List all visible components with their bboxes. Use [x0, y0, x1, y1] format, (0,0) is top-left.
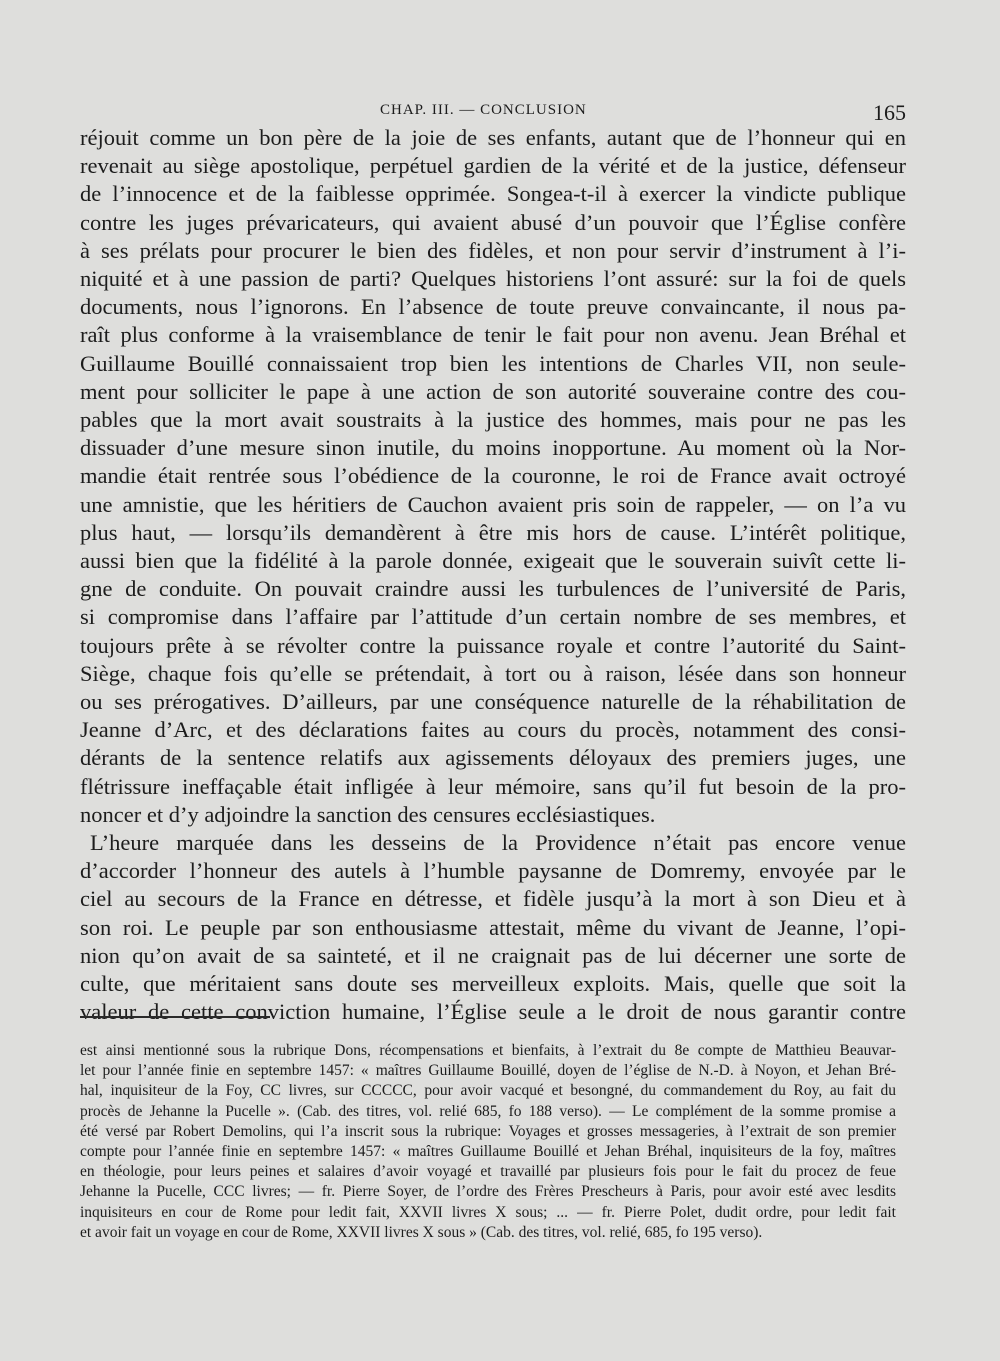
- body-line: toujours prête à se révolter contre la puissance royale et contre l’autorité du Saint-: [80, 632, 906, 658]
- body-line: de l’innocence et de la faiblesse opprimée. Songea-t-il à exercer la vindicte publique: [80, 181, 906, 207]
- body-line: raît plus conforme à la vraisemblance de tenir le fait pour non avenu. Jean Bréhal et: [80, 322, 906, 348]
- body-line: réjouit comme un bon père de la joie de ses enfants, autant que de l’honneur qui en: [80, 125, 906, 150]
- footnote-separator: [80, 1016, 270, 1018]
- body-line: pables que la mort avait soustraits à la justice des hommes, mais pour ne pas les: [80, 407, 906, 433]
- body-line: aussi bien que la fidélité à la parole donnée, exigeait que le souverain suivît cette li-: [80, 548, 906, 574]
- body-line: Siège, chaque fois qu’elle se prétendait, à tort ou à raison, lésée dans son honneur: [80, 660, 906, 686]
- body-line: documents, nous l’ignorons. En l’absence de toute preuve convaincante, il nous pa-: [80, 294, 906, 320]
- footnote-line: procès de Jehanne la Pucelle ». (Cab. des titres, vol. relié 685, fo 188 verso). — Le complément de la somme promise a: [80, 1102, 896, 1120]
- body-line: noncer et d’y adjoindre la sanction des censures ecclésiastiques.: [80, 801, 656, 827]
- body-line: contre les juges prévaricateurs, qui avaient abusé d’un pouvoir que l’Église confère: [80, 209, 906, 235]
- body-line: gne de conduite. On pouvait craindre aussi les turbulences de l’université de Paris,: [80, 576, 906, 602]
- footnote: [80, 1041, 896, 1243]
- body-line: ciel au secours de la France en détresse, et fidèle jusqu’à la mort à son Dieu et à: [80, 886, 906, 912]
- body-line: Guillaume Bouillé connaissaient trop bien les intentions de Charles VII, non seule-: [80, 350, 906, 376]
- body-line: dissuader d’une mesure sinon inutile, du moins inopportune. Au moment où la Nor-: [80, 435, 906, 461]
- body-line: plus haut, — lorsqu’ils demandèrent à être mis hors de cause. L’intérêt politique,: [80, 519, 906, 545]
- body-text: [80, 124, 906, 1027]
- body-line: culte, que méritaient sans doute ses merveilleux exploits. Mais, quelle que soit la: [80, 971, 906, 997]
- body-line: si compromise dans l’affaire par l’attitude d’un certain nombre de ses membres, et: [80, 604, 906, 630]
- body-line: valeur de cette conviction humaine, l’Église seule a le droit de nous garantir contre: [80, 999, 906, 1025]
- body-line: flétrissure ineffaçable était infligée à leur mémoire, sans qu’il fut besoin de la pro-: [80, 773, 906, 799]
- body-line: d’accorder l’honneur des autels à l’humble paysanne de Domremy, envoyée par le: [80, 858, 906, 884]
- footnote-line: hal, inquisiteur de la Foy, CC livres, sur CCCCC, pour avoir vacqué et besongné, du commandement du Roy, au fait du: [80, 1082, 896, 1100]
- footnote-line: été versé par Robert Demolins, qui l’a inscrit sous la rubrique: Voyages et grosses messageries, à l’extrait de son premier: [80, 1122, 896, 1140]
- footnote-line: Jehanne la Pucelle, CCC livres; — fr. Pierre Soyer, de l’ordre des Frères Prescheurs à Paris, pour avoir esté avec lesdits: [80, 1183, 896, 1201]
- body-line: niquité et à une passion de parti? Quelques historiens l’ont assuré: sur la foi de quels: [80, 266, 906, 292]
- page-number: 165: [873, 100, 906, 125]
- body-line: ment pour solliciter le pape à une action de son autorité souveraine contre des cou-: [80, 378, 906, 404]
- body-line: Jeanne d’Arc, et des déclarations faites au cours du procès, notamment des consi-: [80, 717, 906, 743]
- body-line: L’heure marquée dans les desseins de la Providence n’était pas encore venue: [90, 830, 906, 856]
- body-line: mandie était rentrée sous l’obédience de la couronne, le roi de France avait octroyé: [80, 463, 906, 489]
- footnote-line: let pour l’année finie en septembre 1457: « maîtres Guillaume Bouillé, doyen de l’église de N.-D. à Noyon, et Jehan Bré-: [80, 1062, 896, 1080]
- body-line: revenait au siège apostolique, perpétuel gardien de la vérité et de la justice, défenseur: [80, 153, 906, 179]
- body-line: à ses prélats pour procurer le bien des fidèles, et non pour servir d’instrument à l’i-: [80, 237, 906, 263]
- body-line: ou ses prérogatives. D’ailleurs, par une conséquence naturelle de la réhabilitation de: [80, 689, 906, 715]
- running-title: CHAP. III. — CONCLUSION: [380, 102, 587, 118]
- body-line: nion qu’on avait de sa sainteté, et il ne craignait pas de lui décerner une sorte de: [80, 942, 906, 968]
- footnote-line: inquisiteurs en cour de Rome pour ledit fait, XXVII livres X sous; ... — fr. Pierre Polet, dudit ordre, pour ledit fait: [80, 1203, 896, 1221]
- body-line: dérants de la sentence relatifs aux agissements déloyaux des premiers juges, une: [80, 745, 906, 771]
- body-line: une amnistie, que les héritiers de Cauchon avaient pris soin de rappeler, — on l’a vu: [80, 491, 906, 517]
- footnote-line: compte pour l’année finie en septembre 1457: « maîtres Guillaume Bouillé et Jehan Bréhal, inquisiteurs de la foy, maîtres: [80, 1143, 896, 1161]
- footnote-line: est ainsi mentionné sous la rubrique Dons, récompensations et bienfaits, à l’extrait du 8e compte de Matthieu Beauvar-: [80, 1042, 896, 1059]
- body-line: son roi. Le peuple par son enthousiasme attestait, même du vivant de Jeanne, l’opi-: [80, 914, 906, 940]
- footnote-line: en théologie, pour leurs peines et salaires d’avoir voyagé et travaillé par plusieurs fois pour le fait du procez de feue: [80, 1163, 896, 1181]
- footnote-line: et avoir fait un voyage en cour de Rome, XXVII livres X sous » (Cab. des titres, vol. relié, 685, fo 195 verso).: [80, 1223, 763, 1241]
